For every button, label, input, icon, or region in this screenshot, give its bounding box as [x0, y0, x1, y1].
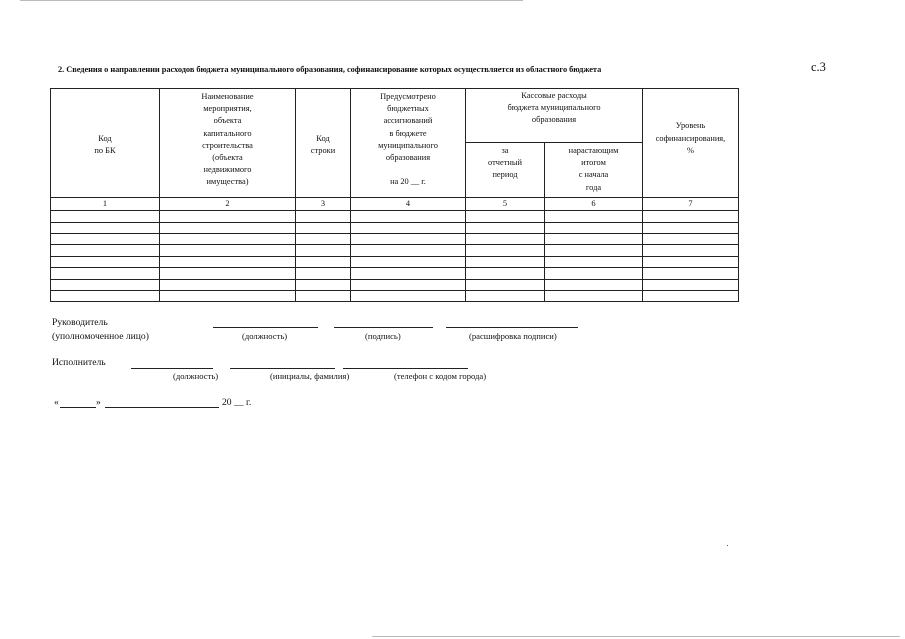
table-cell	[51, 268, 160, 279]
table-row	[51, 233, 739, 244]
column-number: 4	[351, 198, 466, 211]
table-cell	[296, 268, 351, 279]
table-cell	[51, 290, 160, 301]
head-signature-caption: (подпись)	[365, 331, 401, 341]
table-cell	[466, 211, 545, 222]
table-cell	[160, 245, 296, 256]
table-cell	[466, 268, 545, 279]
table-cell	[51, 279, 160, 290]
table-cell	[351, 279, 466, 290]
date-quote-close: »	[96, 397, 101, 408]
head-position-caption: (должность)	[242, 331, 288, 341]
table-cell	[160, 233, 296, 244]
table-cell	[160, 222, 296, 233]
date-day-line	[60, 407, 96, 408]
executor-phone-line	[343, 368, 468, 369]
table-cell	[466, 279, 545, 290]
table-cell	[545, 279, 643, 290]
executor-name-caption: (инициалы, фамилия)	[270, 371, 350, 381]
header-row-top	[51, 89, 739, 143]
head-signature-line	[334, 327, 433, 328]
table-cell	[296, 211, 351, 222]
header-code-bk: Код по БК	[51, 89, 160, 198]
header-cash-period: за отчетный период	[466, 143, 545, 198]
column-number: 5	[466, 198, 545, 211]
table-cell	[545, 245, 643, 256]
date-month-line	[105, 407, 219, 408]
table-cell	[351, 233, 466, 244]
header-row-code: Код строки	[296, 89, 351, 198]
header-planned-allocations: Предусмотрено бюджетных ассигнований в бюджете муниципального образования на 20 __ г.	[351, 89, 466, 198]
executor-position-caption: (должность)	[173, 371, 219, 381]
table-cell	[351, 222, 466, 233]
table-cell	[545, 233, 643, 244]
scan-edge-top	[20, 0, 523, 1]
head-label: Руководитель	[52, 317, 108, 328]
column-number: 7	[643, 198, 739, 211]
column-number: 1	[51, 198, 160, 211]
header-object-name: Наименование мероприятия, объекта капитального строительства (объекта недвижимого имущества)	[160, 89, 296, 198]
table-cell	[545, 256, 643, 267]
table-cell	[296, 290, 351, 301]
executor-name-line	[230, 368, 335, 369]
table-row	[51, 290, 739, 301]
table-cell	[643, 268, 739, 279]
table-cell	[351, 256, 466, 267]
table-cell	[160, 256, 296, 267]
head-position-line	[213, 327, 318, 328]
table-cell	[296, 233, 351, 244]
table-row	[51, 279, 739, 290]
table-cell	[643, 256, 739, 267]
table-cell	[466, 222, 545, 233]
header-cash-expenses: Кассовые расходы бюджета муниципального образования	[466, 89, 643, 143]
table-cell	[351, 268, 466, 279]
head-decoding-line	[446, 327, 578, 328]
table-row	[51, 268, 739, 279]
table-cell	[351, 290, 466, 301]
executor-phone-caption: (телефон с кодом города)	[394, 371, 487, 381]
header-cash-cumulative: нарастающим итогом с начала года	[545, 143, 643, 198]
table-cell	[643, 279, 739, 290]
column-number: 3	[296, 198, 351, 211]
table-cell	[160, 268, 296, 279]
table-cell	[466, 256, 545, 267]
head-sub-label: (уполномоченное лицо)	[52, 331, 149, 342]
table-cell	[160, 211, 296, 222]
table-row	[51, 222, 739, 233]
header-cofinancing-level: Уровень софинансирования, %	[643, 89, 739, 198]
table-cell	[160, 279, 296, 290]
table-cell	[296, 256, 351, 267]
expenses-table	[50, 88, 739, 302]
table-cell	[160, 290, 296, 301]
table-cell	[51, 256, 160, 267]
executor-label: Исполнитель	[52, 357, 106, 368]
table-cell	[466, 290, 545, 301]
table-cell	[51, 222, 160, 233]
table-cell	[51, 233, 160, 244]
table-cell	[351, 245, 466, 256]
date-quote-open: «	[54, 397, 59, 408]
date-year: 20 __ г.	[222, 397, 252, 408]
head-decoding-caption: (расшифровка подписи)	[469, 331, 557, 341]
executor-position-line	[131, 368, 213, 369]
table-cell	[545, 222, 643, 233]
column-number: 6	[545, 198, 643, 211]
column-number-row	[51, 198, 739, 211]
table-row	[51, 211, 739, 222]
table-cell	[466, 245, 545, 256]
scan-speck	[727, 545, 728, 546]
table-cell	[643, 290, 739, 301]
page-number: с.3	[811, 60, 826, 74]
table-cell	[643, 211, 739, 222]
table-row	[51, 256, 739, 267]
table-cell	[643, 222, 739, 233]
table-cell	[545, 290, 643, 301]
table-row	[51, 245, 739, 256]
table-cell	[545, 211, 643, 222]
section-title: 2. Сведения о направлении расходов бюджета муниципального образования, софинансирование которых осуществляется из областного бюджета	[58, 65, 602, 74]
table-cell	[466, 233, 545, 244]
table-cell	[351, 211, 466, 222]
table-cell	[545, 268, 643, 279]
table-cell	[296, 279, 351, 290]
table-cell	[51, 211, 160, 222]
table-body	[51, 211, 739, 302]
table-cell	[296, 245, 351, 256]
table-cell	[296, 222, 351, 233]
table-cell	[643, 233, 739, 244]
table-cell	[51, 245, 160, 256]
column-number: 2	[160, 198, 296, 211]
scan-edge-bottom	[372, 636, 900, 637]
table-cell	[643, 245, 739, 256]
